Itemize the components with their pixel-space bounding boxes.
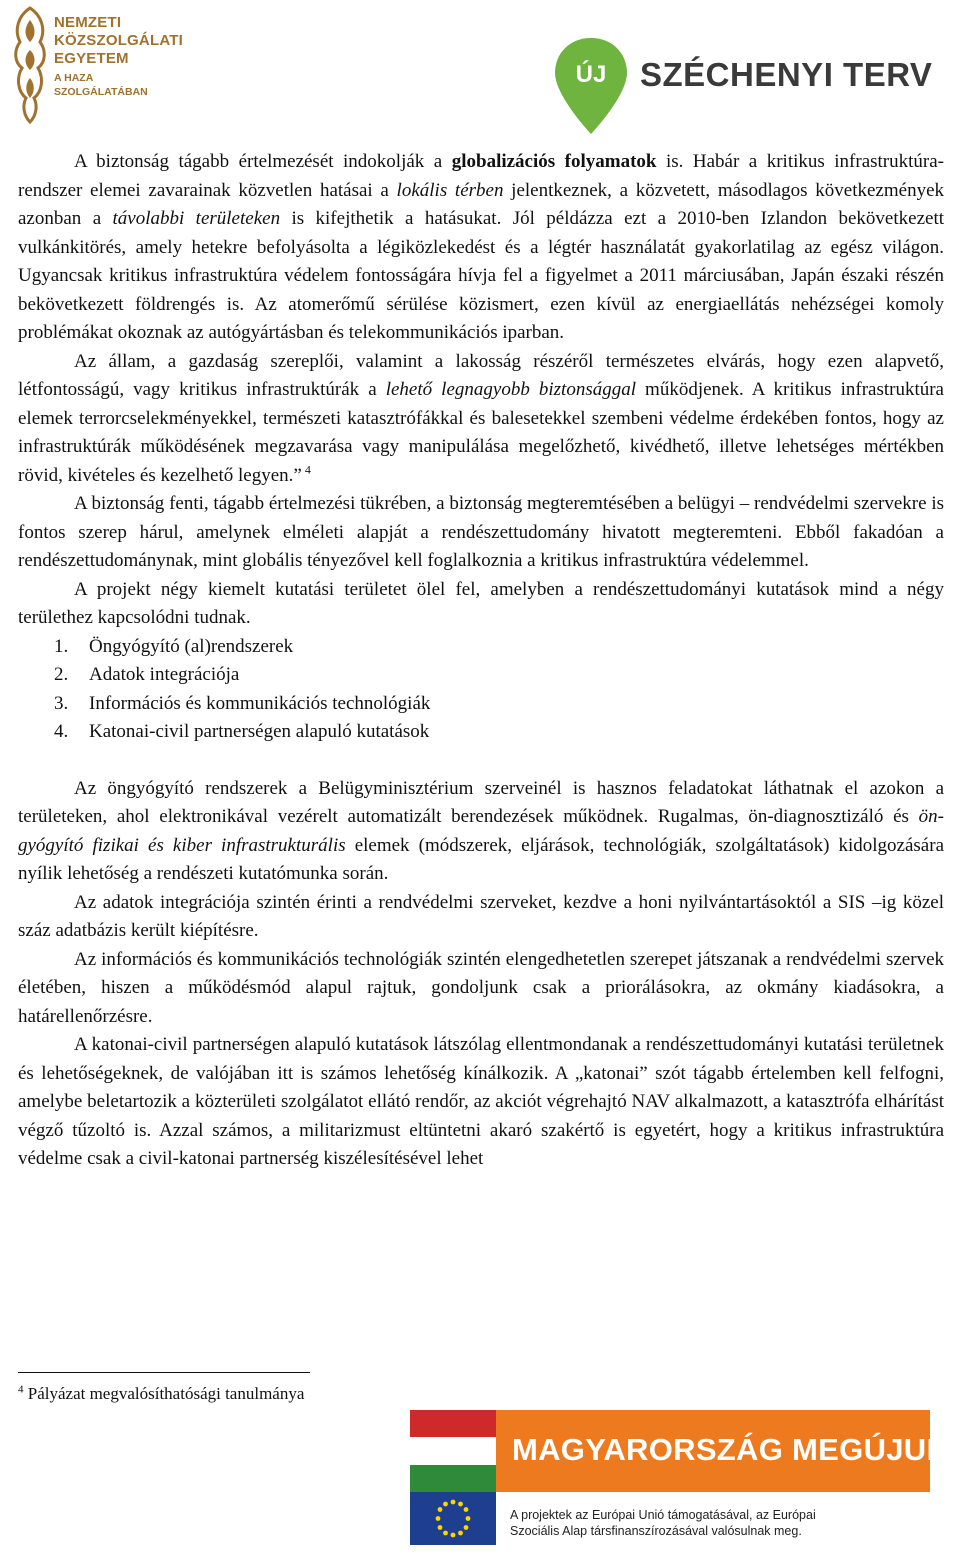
eu-flag-icon (410, 1492, 496, 1545)
paragraph-3 (18, 490, 944, 576)
eu-support-line-2: Szociális Alap társfinanszírozásával valósulnak meg. (510, 1524, 802, 1538)
list-item: 2. Adatok integrációja (54, 664, 240, 685)
footnote-number: 4 (18, 1383, 24, 1396)
footnote (18, 1383, 304, 1405)
italic-text: ön-gyógyító fizikai és kiber infrastrukturális (18, 806, 944, 856)
map-pin-icon (552, 36, 630, 136)
text-run: is. Habár a kritikus infrastruktúra-rendszer elemei zavarainak közvetlen hatásai a (18, 151, 944, 201)
eu-support-line-1: A projektek az Európai Unió támogatásával, az Európai (510, 1508, 816, 1522)
nke-crest-icon (10, 6, 50, 124)
text-run: működjenek. A kritikus infrastruktúra elemek terrorcselekményekkel, természeti katasztrófákkal és balesetekkel szembeni védelme érdekében fontos, hogy az infrastruktúrák működésének megzavarása vagy manipulálása megelőzhető, kivédhető, illetve lehetséges mértékben rövid, kivételes és kezelhető legyen.” (18, 379, 944, 486)
footnote-rule (18, 1372, 310, 1373)
text-run: A biztonság tágabb értelmezését indokolják a (74, 151, 452, 172)
paragraph-2 (18, 348, 944, 491)
text-run: A projekt négy kiemelt kutatási területet ölel fel, amelyben a rendészettudományi kutatások mind a négy területhez kapcsolódni tudnak. (18, 578, 944, 628)
nke-motto: A HAZA SZOLGÁLATÁBAN (54, 72, 148, 98)
nke-name-line-1: NEMZETI (54, 14, 122, 31)
paragraph-8 (18, 1031, 944, 1174)
italic-text: lokális térben (396, 179, 504, 201)
document-body (18, 148, 944, 1174)
nke-logo (10, 6, 185, 126)
szechenyi-terv-title: SZÉCHENYI TERV (640, 56, 933, 93)
text-run: elemek (módszerek, eljárások, technológiák, szolgáltatások) kidolgozására nyílik lehetőség a rendészeti kutatómunka során. (18, 834, 945, 884)
list-item: 3. Információs és kommunikációs technológiák (54, 692, 431, 714)
text-run: Az információs és kommunikációs technológiák szintén elengedhetetlen szerepet játszanak a rendvédelmi szervek életében, hiszen a működésmód alapul rajtuk, gondoljunk csak a priorálásokra, az okmány kiadásokra, a határellenőrzésre. (18, 948, 944, 1027)
text-run: A katonai-civil partnerségen alapuló kutatások látszólag ellentmondanak a rendészettudományi kutatási területnek és lehetőségeknek, de valójában itt is számos lehetőség kínálkozik. A „katonai” szót tágabb értelemben kell felfogni, amelybe beletartozik a közterületi szolgálatot ellátó rendőr, az akciót végrehajtó NAV alkalmazott, a katasztrófa elhárítást végző tűzoltó is. Azzal számos, a militarizmust eltüntetni akaró szakértő is egyetért, hogy a kritikus infrastruktúra védelme csak a civil-katonai partnerség kiszélesítésével lehet (18, 1034, 944, 1169)
szechenyi-terv-logo (552, 36, 932, 136)
text-run: A biztonság fenti, tágabb értelmezési tükrében, a biztonság megteremtésében a belügyi – rendvédelmi szervekre is fontos szerep hárul, amelynek elméleti alapját a rendészettudomány hivatott megteremteni. Ebből fakadóan a rendészettudománynak, mint globális tényezővel kell foglalkoznia a kritikus infrastruktúra védelemmel. (18, 493, 944, 571)
nke-name-line-2: KÖZSZOLGÁLATI (54, 32, 183, 49)
text-run: Az öngyógyító rendszerek a Belügyminisztérium szerveinél is hasznos feladatokat láthatnak el azokon a területeken, ahol elektronikával vezérelt automatizált berendezések működnek. Rugalmas, ön-diagnosztizáló és (18, 777, 944, 827)
spacer (18, 747, 944, 775)
list-item: 4. Katonai-civil partnerségen alapuló kutatások (54, 721, 430, 742)
paragraph-1 (18, 148, 944, 348)
text-run: is kifejthetik a hatásukat. Jól példázza ezt a 2010-ben Izlandon bekövetkezett vulkánkitörés, amely hetekre befolyásolta a légiközlekedést és a légtér használatát gyakorlatilag az egész világon. Ugyancsak kritikus infrastruktúra védelem fontosságára hívja fel a figyelmet a 2011 márciusában, Japán északi részén bekövetkezett földrengés is. Az atomerőmű sérülése közismert, ezen kívül az energiaellátás nehézségei komoly problémákat okoznak az autógyártásban és telekommunikációs iparban. (18, 208, 944, 343)
text-run: jelentkeznek, a közvetett, másodlagos következmények azonban a (18, 179, 945, 229)
italic-text: távolabbi területeken (112, 208, 281, 229)
paragraph-5 (18, 775, 944, 889)
footnote-text: Pályázat megvalósíthatósági tanulmánya (23, 1384, 305, 1403)
text-run: Az állam, a gazdaság szereplői, valamint a lakosság részéről természetes elvárás, hogy ezen alapvető, létfontosságú, vagy kritikus infrastruktúrák a (18, 350, 944, 400)
footnote-reference: 4 (301, 462, 311, 477)
eu-stars-icon (410, 1492, 496, 1545)
text-run: Az adatok integrációja szintén érinti a rendvédelmi szerveket, kezdve a honi nyilvántartásoktól a SIS –ig közel száz adatbázis került kiépítésre. (18, 891, 944, 941)
nke-name-line-3: EGYETEM (54, 50, 129, 67)
hungarian-flag-icon (410, 1410, 496, 1492)
banner-title-bar (496, 1410, 946, 1492)
research-areas-list (18, 633, 944, 747)
bold-text: globalizációs folyamatok (451, 151, 657, 172)
pin-label: ÚJ (575, 61, 607, 88)
italic-text: lehető legnagyobb biztonsággal (385, 379, 636, 400)
banner-title: MAGYARORSZÁG MEGÚJUL (512, 1432, 946, 1467)
magyarorszag-megujul-banner (410, 1410, 946, 1545)
list-item: 1. Öngyógyító (al)rendszerek (54, 635, 294, 657)
paragraph-6 (18, 889, 944, 946)
paragraph-7 (18, 946, 944, 1032)
paragraph-4 (18, 576, 944, 633)
eu-support-text (510, 1507, 930, 1539)
